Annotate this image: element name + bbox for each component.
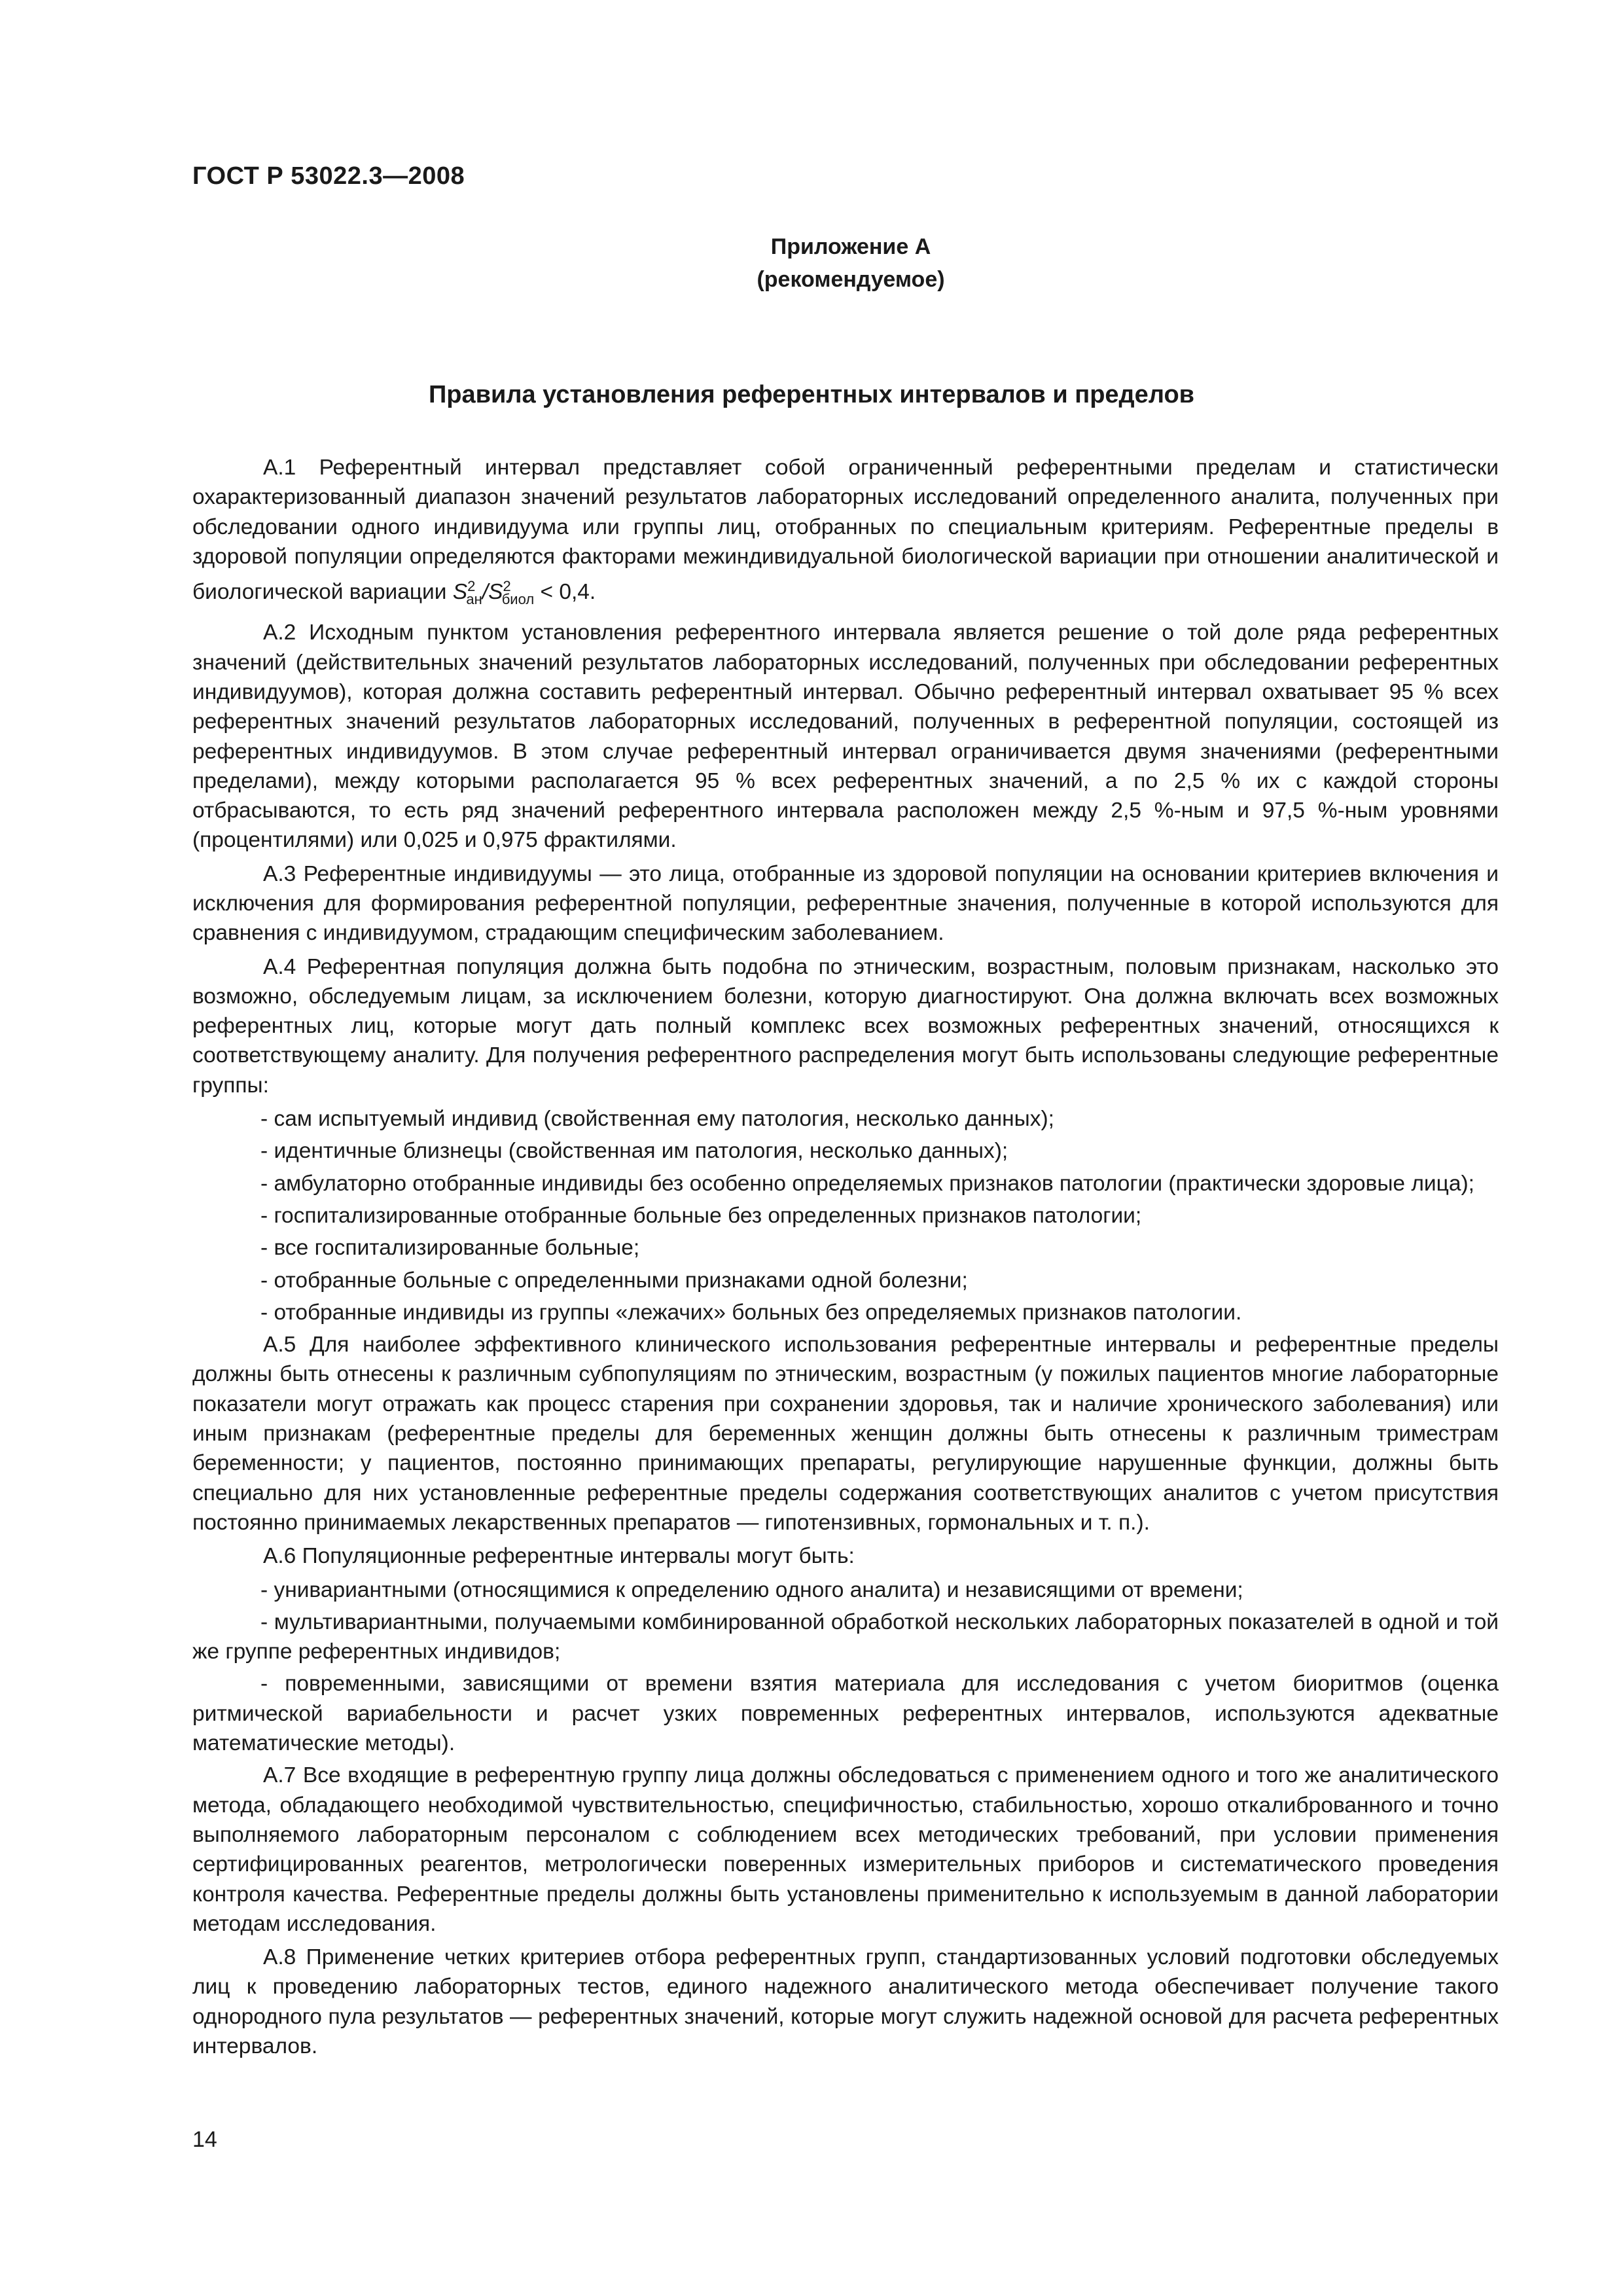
variance-ratio-formula [452, 578, 535, 608]
list-item: - унивариантными (относящимися к определению одного аналита) и независящими от времени; [260, 1577, 1243, 1602]
paragraph-a6: А.6 Популяционные референтные интервалы могут быть: [263, 1544, 855, 1569]
paragraph-a1-text: А.1 Референтный интервал представляет собой ограниченный референтными пределам и статистически охарактеризованный диапазон значений результатов лабораторных исследований определенного аналита, полученных при обследовании одного индивидуума или группы лиц, отобранных по специальным критериям. Референтные пределы в здоровой популяции определяются факторами межиндивидуальной биологической вариации при отношении аналитической и биологической вариации [192, 456, 1499, 605]
list-item: - идентичные близнецы (свойственная им патология, несколько данных); [260, 1139, 1008, 1164]
paragraph-a4: А.4 Референтная популяция должна быть подобна по этническим, возрастным, половым признакам, насколько это возможно, обследуемым лицам, за исключением болезни, которую диагностируют. Она должна включать всех возможных референтных лиц, которые могут дать полный комплекс всех возможных референтных значений, относящихся к соответствующему аналиту. Для получения референтного распределения могут быть использованы следующие референтные группы: [192, 954, 1499, 1098]
formula-symbol-s2: S [488, 580, 503, 605]
list-item: - госпитализированные отобранные больные без определенных признаков патологии; [260, 1203, 1142, 1228]
formula-sub-2: биол [501, 591, 535, 608]
list-item: - сам испытуемый индивид (свойственная ему патология, несколько данных); [260, 1107, 1054, 1132]
list-item: - повременными, зависящими от времени взятия материала для исследования с учетом биоритмов (оценка ритмической вариабельности и расчет узких повременных референтных интервалов, используются адекватные математические методы). [192, 1672, 1499, 1756]
annex-body [192, 453, 1499, 2065]
paragraph-a3: А.3 Референтные индивидуумы — это лица, отобранные из здоровой популяции на основании критериев включения и исключения для формирования референтной популяции, референтные значения, полученные в которой используются для сравнения с индивидуумом, страдающим специфическим заболеванием. [192, 861, 1499, 946]
formula-sup-2: 2 [503, 578, 511, 595]
paragraph-a2: А.2 Исходным пунктом установления референтного интервала является решение о той доле ряда референтных значений (действительных значений результатов лабораторных исследований, полученных при обследовании референтных индивидуумов), которая должна составить референтный интервал. Обычно референтный интервал охватывает 95 % всех референтных значений результатов лабораторных исследований, полученных в референтной популяции, состоящей из референтных индивидуумов. В этом случае референтный интервал ограничивается двумя значениями (референтными пределами), между которыми располагается 95 % всех референтных значений, а по 2,5 % их с каждой стороны отбрасываются, то есть ряд значений референтного интервала расположен между 2,5 %-ным и 97,5 %-ным уровнями (процентилями) или 0,025 и 0,975 фрактилями. [192, 620, 1499, 853]
formula-sub-1: ан [466, 591, 482, 608]
formula-tail: < 0,4. [534, 580, 596, 605]
paragraph-a1 [192, 453, 1499, 614]
list-item: - все госпитализированные больные; [260, 1236, 640, 1261]
annex-status-note: (рекомендуемое) [757, 267, 945, 292]
page-number: 14 [192, 2127, 217, 2152]
list-item: - отобранные больные с определенными признаками одной болезни; [260, 1268, 968, 1293]
section-title: Правила установления референтных интервалов и пределов [428, 381, 1195, 408]
list-item: - мультивариантными, получаемыми комбинированной обработкой нескольких лабораторных показателей в одной и той же группе референтных индивидов; [192, 1609, 1499, 1664]
formula-symbol-s1: S [452, 580, 468, 605]
list-item: - амбулаторно отобранные индивиды без особенно определяемых признаков патологии (практически здоровые лица); [260, 1171, 1474, 1196]
paragraph-a7: А.7 Все входящие в референтную группу лица должны обследоваться с применением одного и того же аналитического метода, обладающего необходимой чувствительностью, специфичностью, стабильностью, хорошо откалиброванного и точно выполняемого лабораторным персоналом с соблюдением всех методических требований, при условии применения сертифицированных реагентов, метрологически поверенных измерительных приборов и систематического проведения контроля качества. Референтные пределы должны быть установлены применительно к используемым в данной лаборатории методам исследования. [192, 1763, 1499, 1936]
formula-slash: / [482, 580, 489, 605]
formula-sup-1: 2 [467, 578, 476, 595]
annex-title: Приложение А [770, 234, 931, 259]
document-code-header: ГОСТ Р 53022.3—2008 [192, 162, 465, 190]
paragraph-a5: А.5 Для наиболее эффективного клинического использования референтные интервалы и референтные пределы должны быть отнесены к различным субпопуляциям по этническим, возрастным (у пожилых пациентов многие лабораторные показатели могут отражать как процесс старения при сохранении здоровья, так и наличие хронического заболевания) или иным признакам (референтные пределы для беременных женщин должны быть отнесены к различным триместрам беременности; у пациентов, постоянно принимающих препараты, регулирующие нарушенные функции, должны быть специально для них установленные референтные пределы содержания соответствующих аналитов с учетом присутствия постоянно принимаемых лекарственных препаратов — гипотензивных, гормональных и т. п.). [192, 1333, 1499, 1535]
paragraph-a8: А.8 Применение четких критериев отбора референтных групп, стандартизованных условий подготовки обследуемых лиц к проведению лабораторных тестов, единого надежного аналитического метода обеспечивает получение такого однородного пула результатов — референтных значений, которые могут служить надежной основой для расчета референтных интервалов. [192, 1945, 1499, 2058]
list-item: - отобранные индивиды из группы «лежачих» больных без определяемых признаков патологии. [260, 1300, 1242, 1325]
